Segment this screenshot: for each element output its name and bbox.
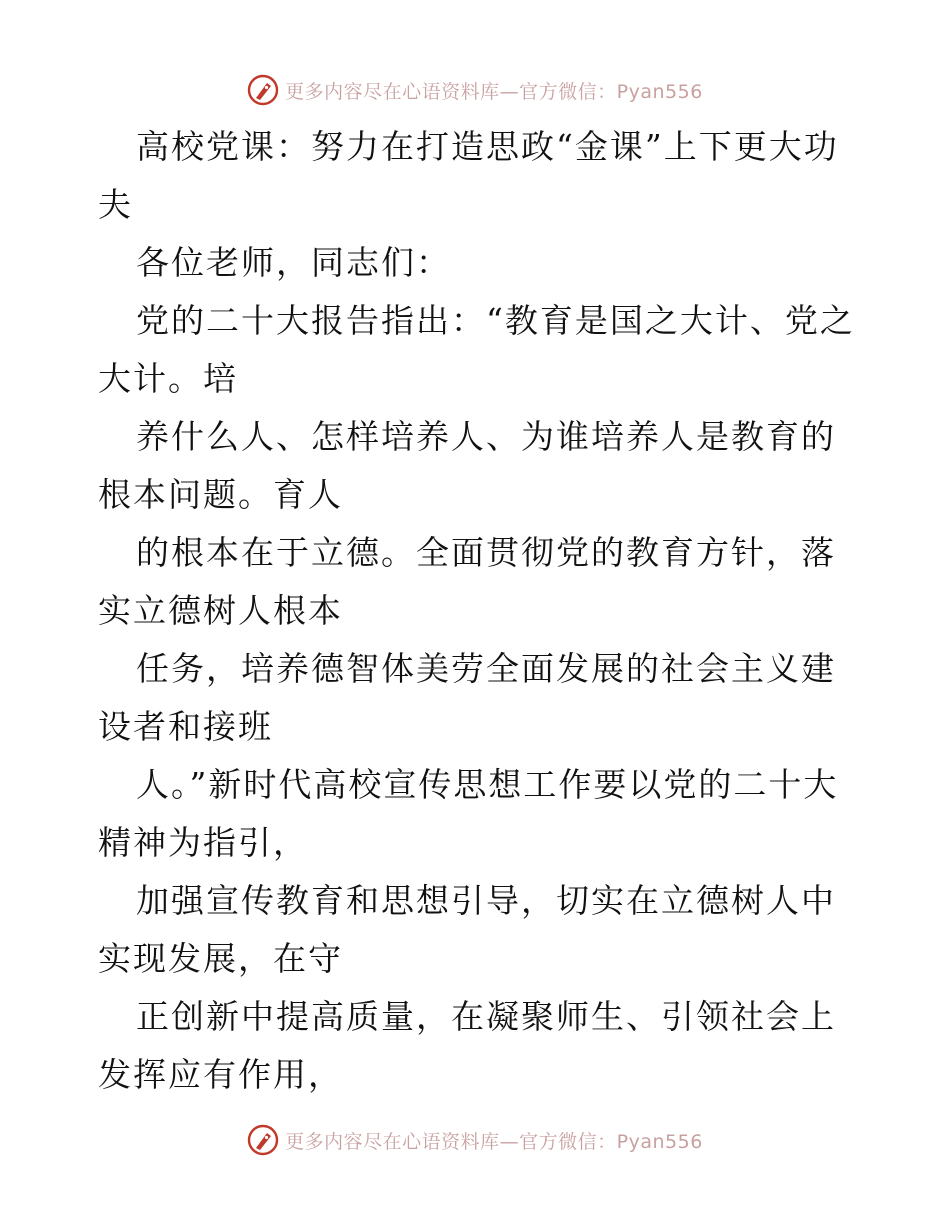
paragraph-line: 正创新中提高质量，在凝聚师生、引领社会上发挥应有作用， bbox=[98, 997, 836, 1094]
paragraph-line: 任务，培养德智体美劳全面发展的社会主义建设者和接班 bbox=[98, 649, 836, 746]
header-banner-text: 更多内容尽在心语资料库—官方微信：Pyan556 bbox=[285, 80, 703, 103]
paragraph-line: 党的二十大报告指出：“教育是国之大计、党之大计。培 bbox=[98, 301, 855, 398]
pen-nib-logo-icon bbox=[247, 1124, 279, 1156]
paragraph-line: 加强宣传教育和思想引导，切实在立德树人中实现发展，在守 bbox=[98, 881, 836, 978]
header-banner bbox=[0, 72, 950, 108]
paragraph-line: 人。”新时代高校宣传思想工作要以党的二十大精神为指引， bbox=[98, 765, 839, 862]
document-title: 高校党课：努力在打造思政“金课”上下更大功夫 bbox=[98, 127, 839, 224]
paragraph-line: 养什么人、怎样培养人、为谁培养人是教育的根本问题。育人 bbox=[98, 417, 836, 514]
footer-banner bbox=[0, 1122, 950, 1158]
pen-nib-logo-icon bbox=[247, 74, 279, 106]
document-body bbox=[98, 118, 858, 1104]
footer-banner-text: 更多内容尽在心语资料库—官方微信：Pyan556 bbox=[285, 1130, 703, 1153]
paragraph-line: 的根本在于立德。全面贯彻党的教育方针，落实立德树人根本 bbox=[98, 533, 836, 630]
paragraph-line: 各位老师，同志们： bbox=[136, 243, 451, 282]
